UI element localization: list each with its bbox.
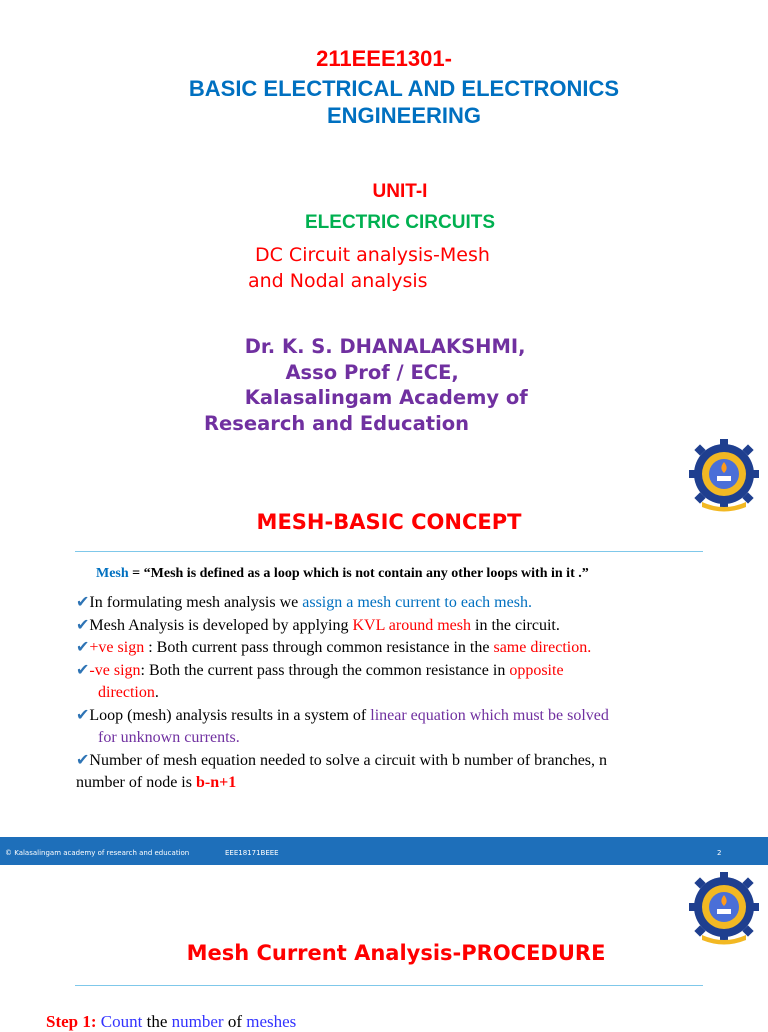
bullet-highlight: KVL around mesh bbox=[352, 616, 471, 634]
bullet-text: . bbox=[154, 684, 159, 701]
list-item bbox=[76, 615, 696, 638]
author-block bbox=[204, 334, 528, 436]
mesh-definition bbox=[96, 566, 589, 582]
page-number: 2 bbox=[717, 849, 722, 857]
bullet-text: In formulating mesh analysis we bbox=[89, 594, 303, 611]
unit-label: UNIT-I bbox=[372, 181, 428, 202]
course-title-line1: BASIC ELECTRICAL AND ELECTRONICS bbox=[188, 76, 620, 101]
footer-course-code: EEE18171BEEE bbox=[225, 849, 279, 857]
author-line: Kalasalingam Academy of bbox=[204, 386, 528, 409]
bullet-highlight: for unknown currents. bbox=[98, 729, 240, 746]
list-item bbox=[76, 592, 696, 615]
bullet-highlight: direction bbox=[98, 684, 155, 701]
course-title bbox=[0, 75, 768, 129]
bullet-text: : Both the current pass through the common resistance in bbox=[140, 661, 510, 679]
bullet-list bbox=[76, 592, 696, 795]
bullet-text: in the circuit. bbox=[471, 616, 560, 634]
bullet-text: Number of mesh equation needed to solve a circuit with b number of branches, n bbox=[89, 751, 608, 769]
list-item bbox=[76, 705, 696, 750]
course-code: 211EEE1301- bbox=[316, 46, 452, 71]
definition-text: = “Mesh is defined as a loop which is not contain any other loops with in it .” bbox=[128, 566, 589, 581]
check-icon: ✔ bbox=[76, 706, 90, 724]
unit-subtitle: ELECTRIC CIRCUITS bbox=[305, 212, 495, 233]
step-word: Count bbox=[100, 1012, 143, 1031]
bullet-highlight: -ve sign bbox=[89, 661, 141, 679]
bullet-highlight: opposite bbox=[509, 661, 564, 679]
kalasalingam-logo-icon bbox=[684, 436, 764, 516]
heading-divider bbox=[75, 551, 703, 552]
kalasalingam-logo-icon bbox=[684, 869, 764, 949]
step-word: the bbox=[142, 1012, 172, 1031]
list-item bbox=[76, 637, 696, 660]
bullet-highlight: linear equation which must be solved bbox=[370, 706, 609, 724]
heading-divider bbox=[75, 985, 703, 986]
bullet-highlight: same direction. bbox=[493, 639, 592, 656]
bullet-text: Mesh Analysis is developed by applying bbox=[89, 616, 353, 634]
bullet-text: : Both current pass through common resistance in the bbox=[144, 639, 494, 656]
formula: b-n+1 bbox=[195, 774, 237, 791]
step-1 bbox=[46, 1012, 296, 1032]
check-icon: ✔ bbox=[76, 639, 90, 656]
step-word: meshes bbox=[246, 1012, 297, 1031]
bullet-text: Loop (mesh) analysis results in a system of bbox=[89, 706, 371, 724]
step-word: number bbox=[171, 1012, 224, 1031]
course-title-line2: ENGINEERING bbox=[326, 103, 482, 128]
author-line: Dr. K. S. DHANALAKSHMI, bbox=[204, 335, 526, 358]
bullet-text: number of node is bbox=[76, 774, 196, 791]
mesh-heading: MESH-BASIC CONCEPT bbox=[256, 510, 522, 534]
procedure-heading: Mesh Current Analysis-PROCEDURE bbox=[186, 941, 606, 965]
check-icon: ✔ bbox=[76, 594, 90, 611]
list-item bbox=[76, 660, 696, 705]
step-word: of bbox=[223, 1012, 247, 1031]
topic-line1: DC Circuit analysis-Mesh bbox=[255, 244, 490, 266]
list-item bbox=[76, 750, 696, 795]
definition-term: Mesh bbox=[96, 566, 129, 581]
slide-footer bbox=[0, 837, 768, 865]
topic-title bbox=[248, 242, 490, 294]
footer-copyright: © Kalasalingam academy of research and education bbox=[5, 849, 190, 857]
step-label: Step 1: bbox=[46, 1012, 97, 1031]
topic-line2: and Nodal analysis bbox=[248, 270, 428, 292]
bullet-highlight: +ve sign bbox=[89, 639, 145, 656]
bullet-highlight: assign a mesh current to each mesh. bbox=[302, 594, 532, 611]
check-icon: ✔ bbox=[76, 661, 90, 679]
check-icon: ✔ bbox=[76, 751, 90, 769]
check-icon: ✔ bbox=[76, 616, 90, 634]
author-line: Asso Prof / ECE, bbox=[204, 360, 459, 384]
author-line: Research and Education bbox=[204, 411, 470, 435]
